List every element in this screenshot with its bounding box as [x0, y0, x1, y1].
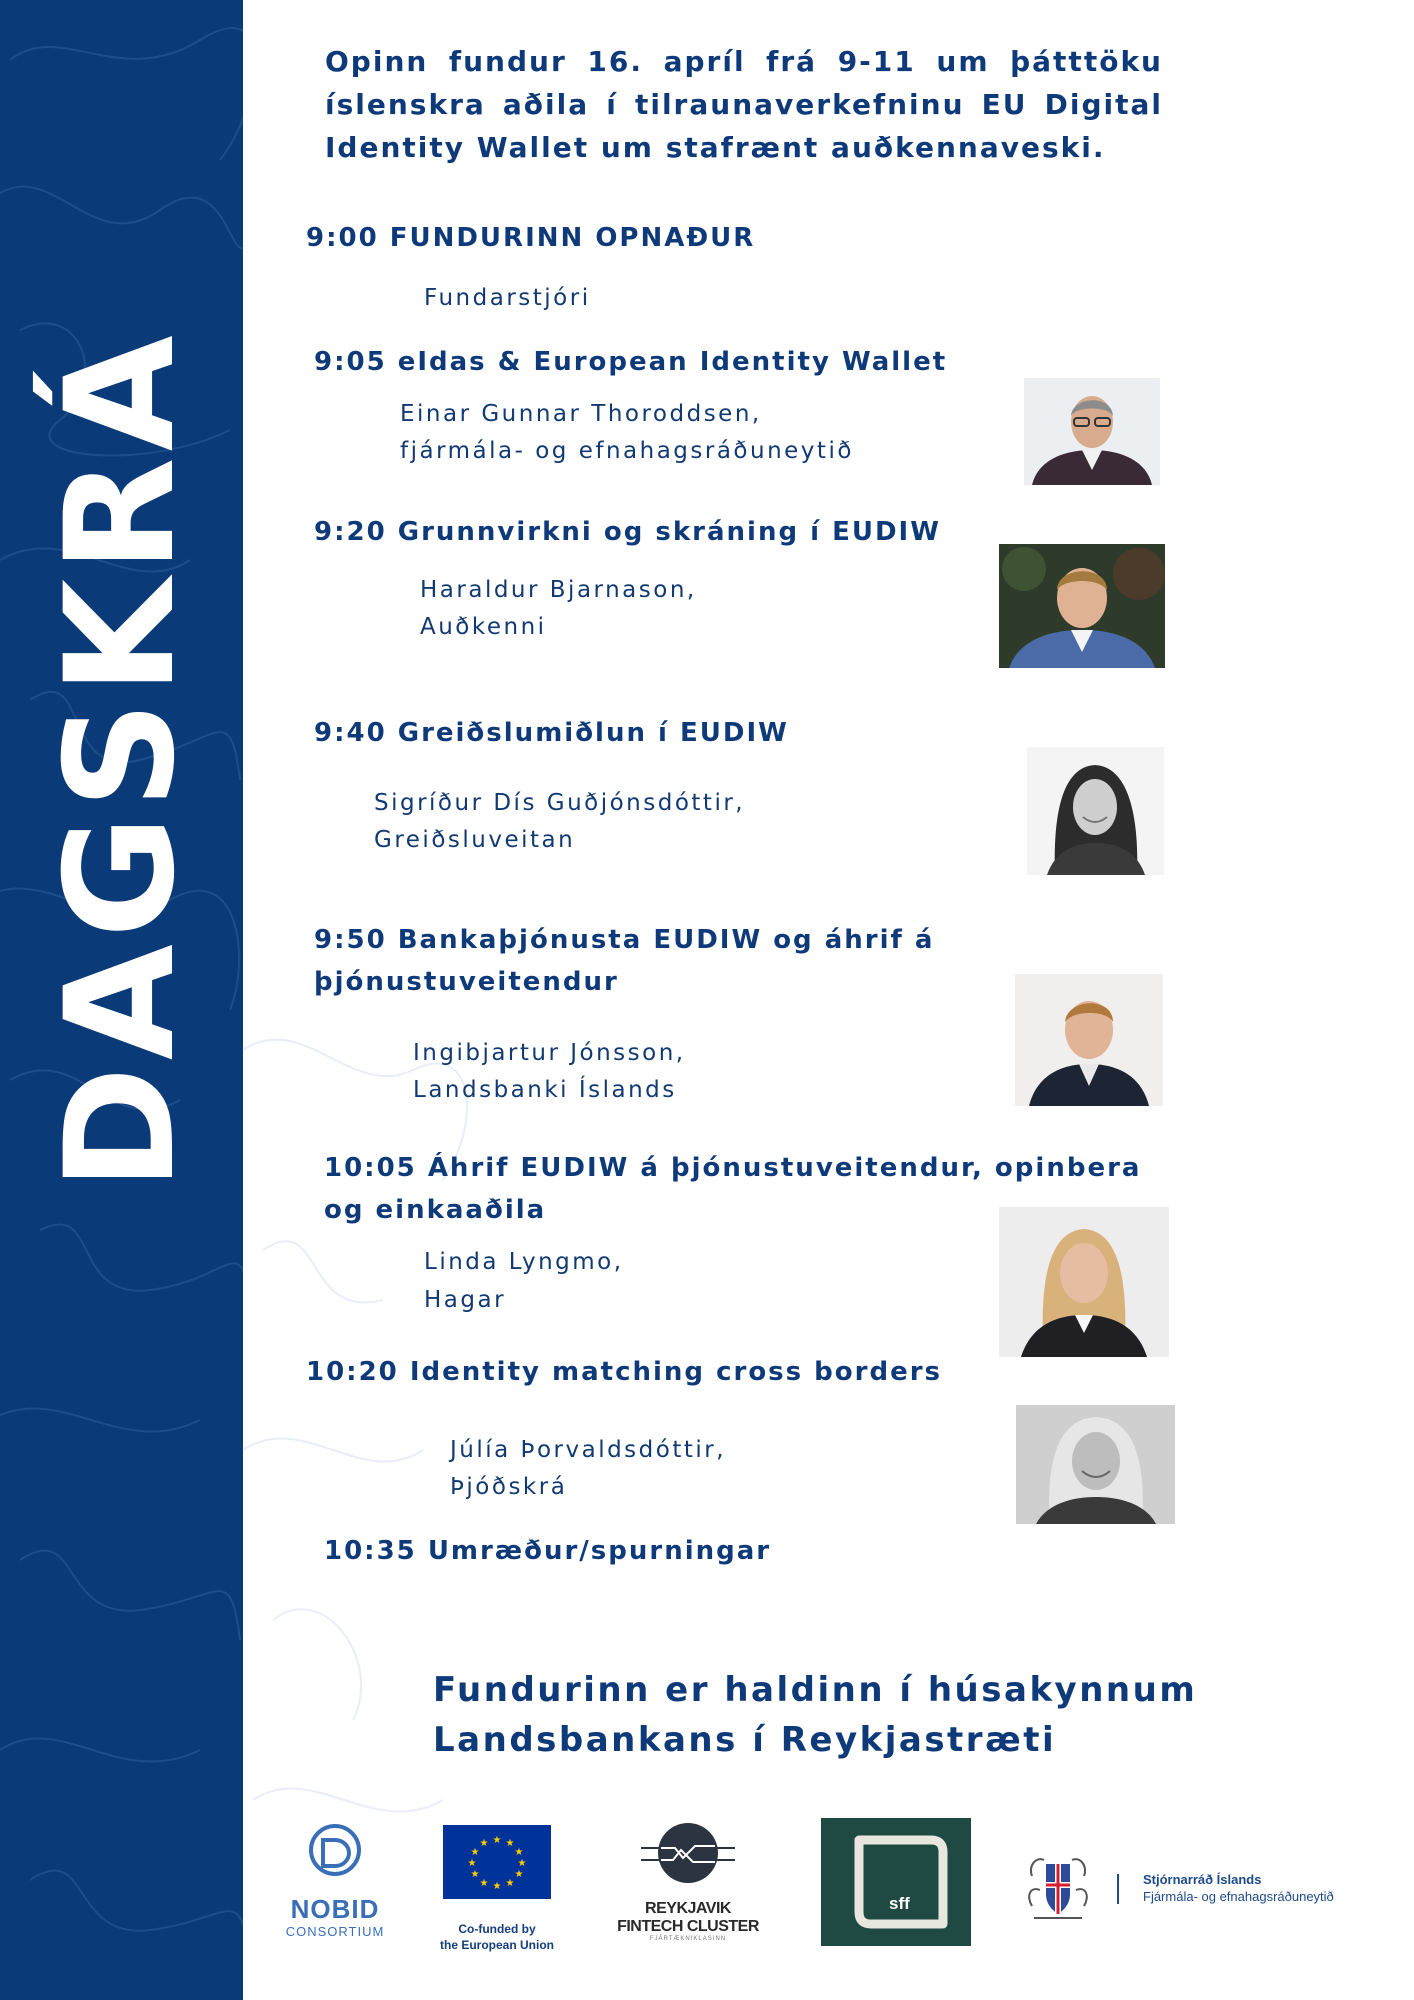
agenda-title-1035: 10:35 Umræður/spurningar	[324, 1536, 772, 1566]
eu-text-line2: the European Union	[440, 1938, 554, 1952]
fintech-cluster-subtitle: FJÁRTÆKNIKLASINN	[649, 1936, 727, 1942]
iceland-coat-of-arms-icon	[1018, 1846, 1098, 1926]
agenda-title-0905: 9:05 eIdas & European Identity Wallet	[314, 347, 948, 377]
agenda-speaker-1020-name: Júlía Þorvaldsdóttir,	[450, 1437, 727, 1463]
speaker-photo-sigridur	[1027, 747, 1164, 875]
eu-cofunded-text	[432, 1921, 562, 1953]
gov-title: Stjórnarráð Íslands	[1143, 1872, 1262, 1887]
fintech-cluster-text	[613, 1900, 763, 1936]
sidebar-title: DAGSKRÁ	[34, 329, 208, 1191]
eu-flag-icon	[443, 1825, 573, 1913]
agenda-speaker-1005-org: Hagar	[424, 1287, 507, 1313]
agenda-title-0940: 9:40 Greiðslumiðlun í EUDIW	[314, 718, 789, 748]
svg-text:★: ★	[514, 1869, 524, 1880]
svg-text:★: ★	[479, 1878, 489, 1889]
agenda-title-0950-line2: þjónustuveitendur	[314, 967, 619, 997]
agenda-speaker-0905-org: fjármála- og efnahagsráðuneytið	[400, 438, 854, 464]
speaker-photo-haraldur	[999, 544, 1165, 668]
agenda-speaker-0950-org: Landsbanki Íslands	[413, 1077, 677, 1103]
nobid-subtitle: CONSORTIUM	[285, 1924, 385, 1939]
agenda-speaker-0905-name: Einar Gunnar Thoroddsen,	[400, 401, 762, 427]
sidebar	[0, 0, 243, 2000]
venue-line1: Fundurinn er haldinn í húsakynnum	[433, 1670, 1198, 1710]
fintech-text-line2: FINTECH CLUSTER	[617, 1918, 759, 1935]
svg-text:★: ★	[479, 1838, 489, 1849]
svg-text:★: ★	[492, 1881, 502, 1892]
agenda-speaker-0920-org: Auðkenni	[420, 614, 547, 640]
agenda-speaker-0920-name: Haraldur Bjarnason,	[420, 577, 697, 603]
agenda-title-0950-line1: 9:50 Bankaþjónusta EUDIW og áhrif á	[314, 925, 935, 955]
agenda-speaker-1020-org: Þjóðskrá	[450, 1474, 568, 1500]
agenda-title-0920: 9:20 Grunnvirkni og skráning í EUDIW	[314, 517, 941, 547]
fintech-text-line1: REYKJAVIK	[645, 1900, 731, 1917]
svg-text:★: ★	[514, 1847, 524, 1858]
nobid-logo	[275, 1822, 395, 1942]
svg-text:★: ★	[517, 1858, 527, 1869]
agenda-speaker-0940-name: Sigríður Dís Guðjónsdóttir,	[374, 790, 746, 816]
svg-text:★: ★	[505, 1838, 515, 1849]
fintech-cluster-icon	[613, 1818, 763, 1898]
venue-text	[433, 1665, 1197, 1765]
agenda-speaker-0940-org: Greiðsluveitan	[374, 827, 576, 853]
svg-text:★: ★	[492, 1835, 502, 1846]
agenda-title-1020: 10:20 Identity matching cross borders	[306, 1357, 943, 1387]
agenda-title-1005-line1: 10:05 Áhrif EUDIW á þjónustuveitendur, opinbera	[324, 1153, 1142, 1183]
venue-line2: Landsbankans í Reykjastræti	[433, 1720, 1057, 1760]
sff-name: sff	[889, 1894, 910, 1913]
gov-divider	[1117, 1874, 1119, 1904]
speaker-photo-linda	[999, 1207, 1169, 1357]
speaker-photo-julia	[1016, 1405, 1175, 1524]
reykjavik-fintech-cluster-logo	[613, 1818, 763, 1948]
svg-text:★: ★	[470, 1869, 480, 1880]
nobid-name: NOBID	[290, 1894, 380, 1924]
svg-text:★: ★	[505, 1878, 515, 1889]
gov-subtitle: Fjármála- og efnahagsráðuneytið	[1143, 1889, 1334, 1904]
agenda-title-1005-line2: og einkaaðila	[324, 1195, 547, 1225]
svg-text:★: ★	[467, 1858, 477, 1869]
agenda-speaker-0950-name: Ingibjartur Jónsson,	[413, 1040, 686, 1066]
sff-logo	[821, 1818, 971, 1946]
eu-text-line1: Co-funded by	[458, 1922, 536, 1936]
agenda-speaker-0900: Fundarstjóri	[424, 285, 591, 311]
agenda-title-0900: 9:00 FUNDURINN OPNAÐUR	[306, 223, 756, 253]
svg-text:★: ★	[470, 1847, 480, 1858]
intro-text: Opinn fundur 16. apríl frá 9-11 um þátttöku íslenskra aðila í tilraunaverkefninu EU Digital Identity Wallet um stafrænt auðkennaveski.	[325, 45, 1163, 164]
speaker-photo-einar	[1024, 378, 1160, 485]
eu-cofunded-logo	[432, 1825, 562, 1960]
speaker-photo-ingibjartur	[1015, 974, 1163, 1106]
agenda-speaker-1005-name: Linda Lyngmo,	[424, 1249, 624, 1275]
